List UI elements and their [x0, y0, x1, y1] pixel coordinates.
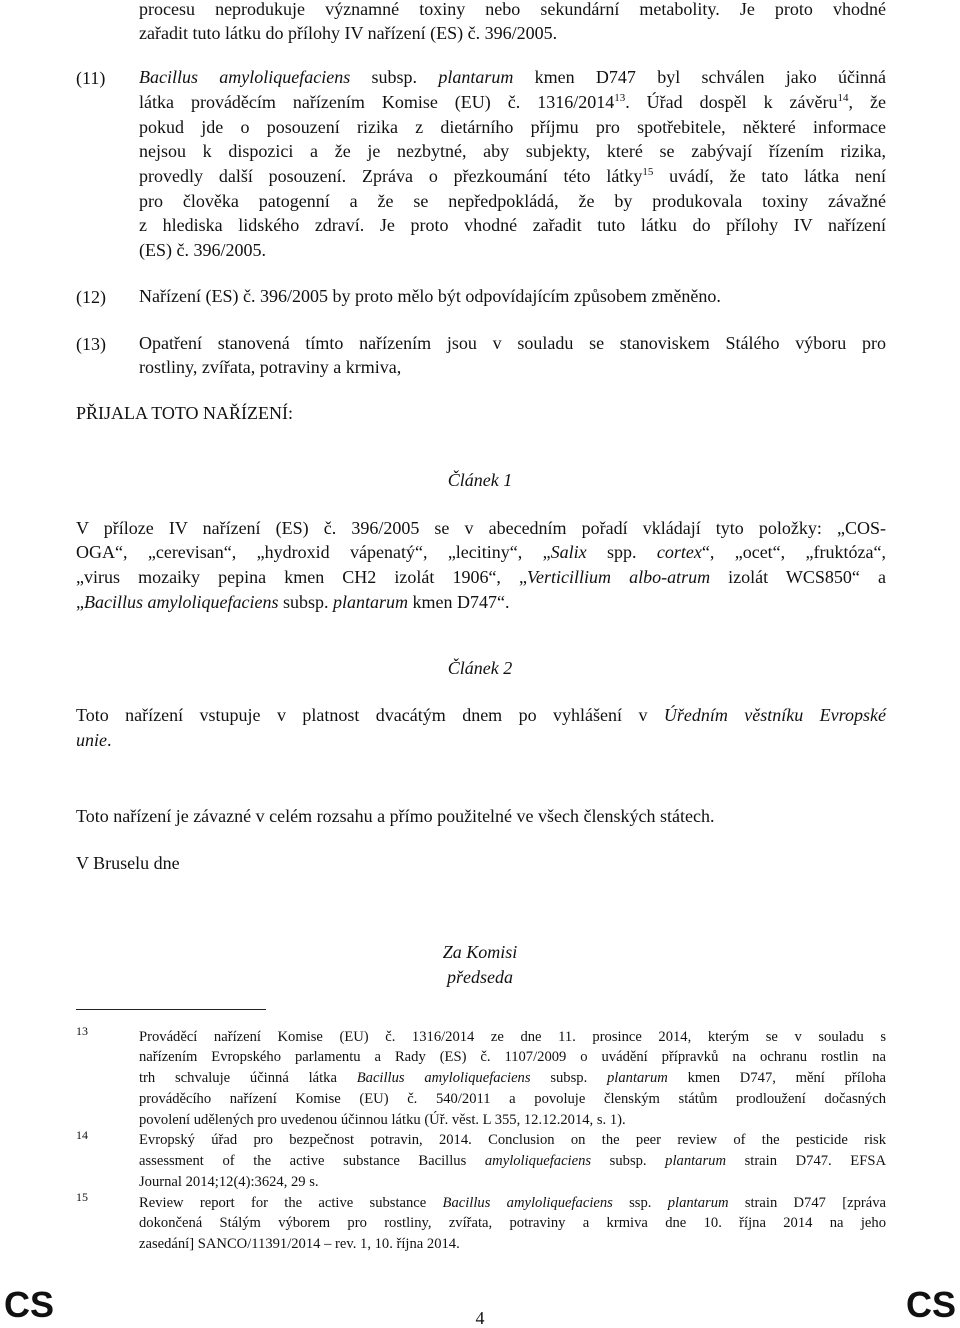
article-1-line-2: OGA“, „cerevisan“, „hydroxid vápenatý“, „lecitiny“, „Salix spp. cortex“, „ocet“, „fruktóza“,	[76, 542, 886, 562]
footnote-15-line-2: dokončená Stálým výborem pro rostliny, zvířata, potraviny a krmiva dne 10. října 2014 na jeho	[139, 1215, 886, 1231]
recital-13-line-2: rostliny, zvířata, potraviny a krmiva,	[139, 357, 402, 377]
page-number: 4	[475, 1308, 485, 1328]
footnote-ref-13[interactable]: 13	[614, 92, 626, 104]
footnote-13-line-1: Prováděcí nařízení Komise (EU) č. 1316/2014 ze dne 11. prosince 2014, kterým se v souladu s	[139, 1029, 886, 1045]
article-1-title: Článek 1	[447, 470, 513, 490]
footnote-ref-15[interactable]: 15	[642, 166, 654, 178]
recital-11-line-7: z hlediska lidského zdraví. Je proto vhodné zařadit tuto látku do přílohy IV nařízení	[139, 215, 886, 235]
signature-line-1: Za Komisi	[442, 942, 518, 962]
footer-language-right: CS	[905, 1284, 956, 1325]
article-2-line-2: unie.	[76, 730, 112, 750]
recital-10-line-1: procesu neprodukuje významné toxiny nebo sekundární metabolity. Je proto vhodné	[139, 0, 886, 19]
recital-11-number: (11)	[76, 68, 106, 88]
recital-13-line-1: Opatření stanovená tímto nařízením jsou v souladu se stanoviskem Stálého výboru pro	[139, 333, 886, 353]
recital-11-line-1: Bacillus amyloliquefaciens subsp. plantarum kmen D747 byl schválen jako účinná	[139, 67, 887, 87]
recital-11-line-2: látka prováděcím nařízením Komise (EU) č. 1316/2014$^{13}$. Úřad dospěl k závěru$^{14}$, že	[139, 92, 886, 112]
footnote-14-line-1: Evropský úřad pro bezpečnost potravin, 2014. Conclusion on the peer review of the pesticide risk	[139, 1132, 886, 1148]
footnote-ref-14[interactable]: 14	[837, 92, 849, 104]
adoption-formula: PŘIJALA TOTO NAŘÍZENÍ:	[76, 403, 294, 423]
article-2-line-1: Toto nařízení vstupuje v platnost dvacátým dnem po vyhlášení v Úředním věstníku Evropské	[76, 705, 886, 725]
binding-clause: Toto nařízení je závazné v celém rozsahu a přímo použitelné ve všech členských státech.	[76, 806, 715, 826]
footnote-14-number: 14	[76, 1128, 88, 1142]
recital-11-line-5: provedly další posouzení. Zpráva o přezkoumání této látky$^{15}$ uvádí, že tato látka není	[139, 166, 886, 186]
article-1-line-1: V příloze IV nařízení (ES) č. 396/2005 se v abecedním pořadí vkládají tyto položky: „COS-	[76, 518, 886, 538]
recital-11-line-8: (ES) č. 396/2005.	[139, 240, 266, 260]
recital-12-text: Nařízení (ES) č. 396/2005 by proto mělo být odpovídajícím způsobem změněno.	[139, 286, 721, 306]
footnote-separator	[76, 1009, 266, 1010]
footnote-13-line-3: trh schvaluje účinná látka Bacillus amyloliquefaciens subsp. plantarum kmen D747, mění příloha	[139, 1070, 886, 1086]
signature-line-2: předseda	[447, 967, 513, 987]
footnote-15-number: 15	[76, 1190, 88, 1204]
recital-11-line-6: pro člověka patogenní a že se nepředpokládá, že by produkovala toxiny závažné	[139, 191, 886, 211]
footnote-13-number: 13	[76, 1024, 88, 1038]
footnote-14-line-3: Journal 2014;12(4):3624, 29 s.	[139, 1174, 319, 1190]
footnote-13-line-5: povolení udělených pro uvedenou účinnou látku (Úř. věst. L 355, 12.12.2014, s. 1).	[139, 1112, 626, 1128]
recital-13-number: (13)	[76, 334, 106, 354]
article-1-line-4: „Bacillus amyloliquefaciens subsp. plantarum kmen D747“.	[76, 592, 510, 612]
footnote-15-line-3: zasedání] SANCO/11391/2014 – rev. 1, 10. října 2014.	[139, 1236, 460, 1252]
place-of-signature: V Bruselu dne	[76, 853, 180, 873]
recital-12-number: (12)	[76, 287, 106, 307]
footnote-13-line-2: nařízením Evropského parlamentu a Rady (ES) č. 1107/2009 o uvádění přípravků na ochranu rostlin na	[139, 1049, 886, 1065]
footer-language-left: CS	[4, 1284, 55, 1325]
footnote-14-line-2: assessment of the active substance Bacillus amyloliquefaciens subsp. plantarum strain D747. EFSA	[139, 1153, 886, 1169]
article-1-line-3: „virus mozaiky pepina kmen CH2 izolát 1906“, „Verticillium albo-atrum izolát WCS850“ a	[76, 567, 886, 587]
footnote-15-line-1: Review report for the active substance Bacillus amyloliquefaciens ssp. plantarum strain D747 [zpráva	[139, 1195, 886, 1211]
footnote-13-line-4: prováděcího nařízení Komise (EU) č. 540/2011 a povoluje členským státům prodloužení dočasných	[139, 1091, 886, 1107]
recital-10-line-2: zařadit tuto látku do přílohy IV nařízení (ES) č. 396/2005.	[139, 23, 558, 43]
article-2-title: Článek 2	[447, 658, 513, 678]
recital-11-line-3: pokud jde o posouzení rizika z dietárního příjmu pro spotřebitele, některé informace	[139, 117, 886, 137]
recital-11-line-4: nejsou k dispozici a že je nezbytné, aby subjekty, které se zabývají řízením rizika,	[139, 141, 886, 161]
